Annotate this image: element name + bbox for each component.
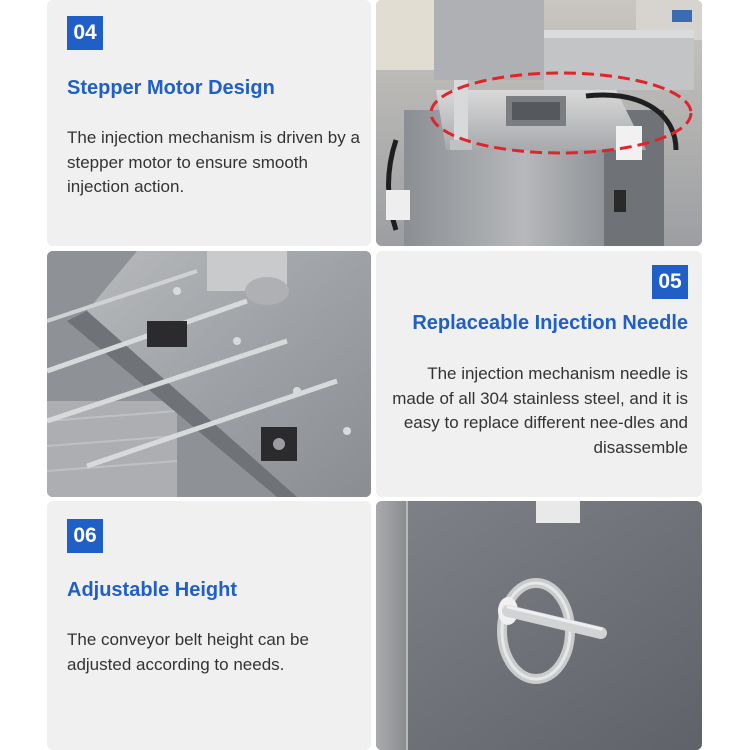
feature-number-badge: 04	[67, 16, 103, 50]
height-handwheel-photo	[376, 501, 702, 750]
feature-title: Replaceable Injection Needle	[412, 312, 688, 334]
feature-description: The injection mechanism is driven by a stepper motor to ensure smooth injection action.	[67, 128, 360, 196]
injection-needles-photo	[47, 251, 371, 497]
feature-number-badge: 06	[67, 519, 103, 553]
stepper-motor-illustration	[376, 0, 702, 246]
feature-card-adjustable-height	[47, 501, 371, 750]
feature-card-stepper-motor	[47, 0, 371, 246]
feature-number-badge: 05	[652, 265, 688, 299]
feature-title: Adjustable Height	[67, 579, 238, 601]
feature-card-injection-needle	[376, 251, 702, 497]
feature-description: The injection mechanism needle is made of all 304 stainless steel, and it is easy to replace different nee-dles and disassemble	[392, 364, 688, 457]
handwheel-illustration	[376, 501, 702, 750]
feature-description: The conveyor belt height can be adjusted according to needs.	[67, 630, 309, 674]
feature-title: Stepper Motor Design	[67, 77, 275, 99]
stepper-motor-photo	[376, 0, 702, 246]
injection-needles-illustration	[47, 251, 371, 497]
